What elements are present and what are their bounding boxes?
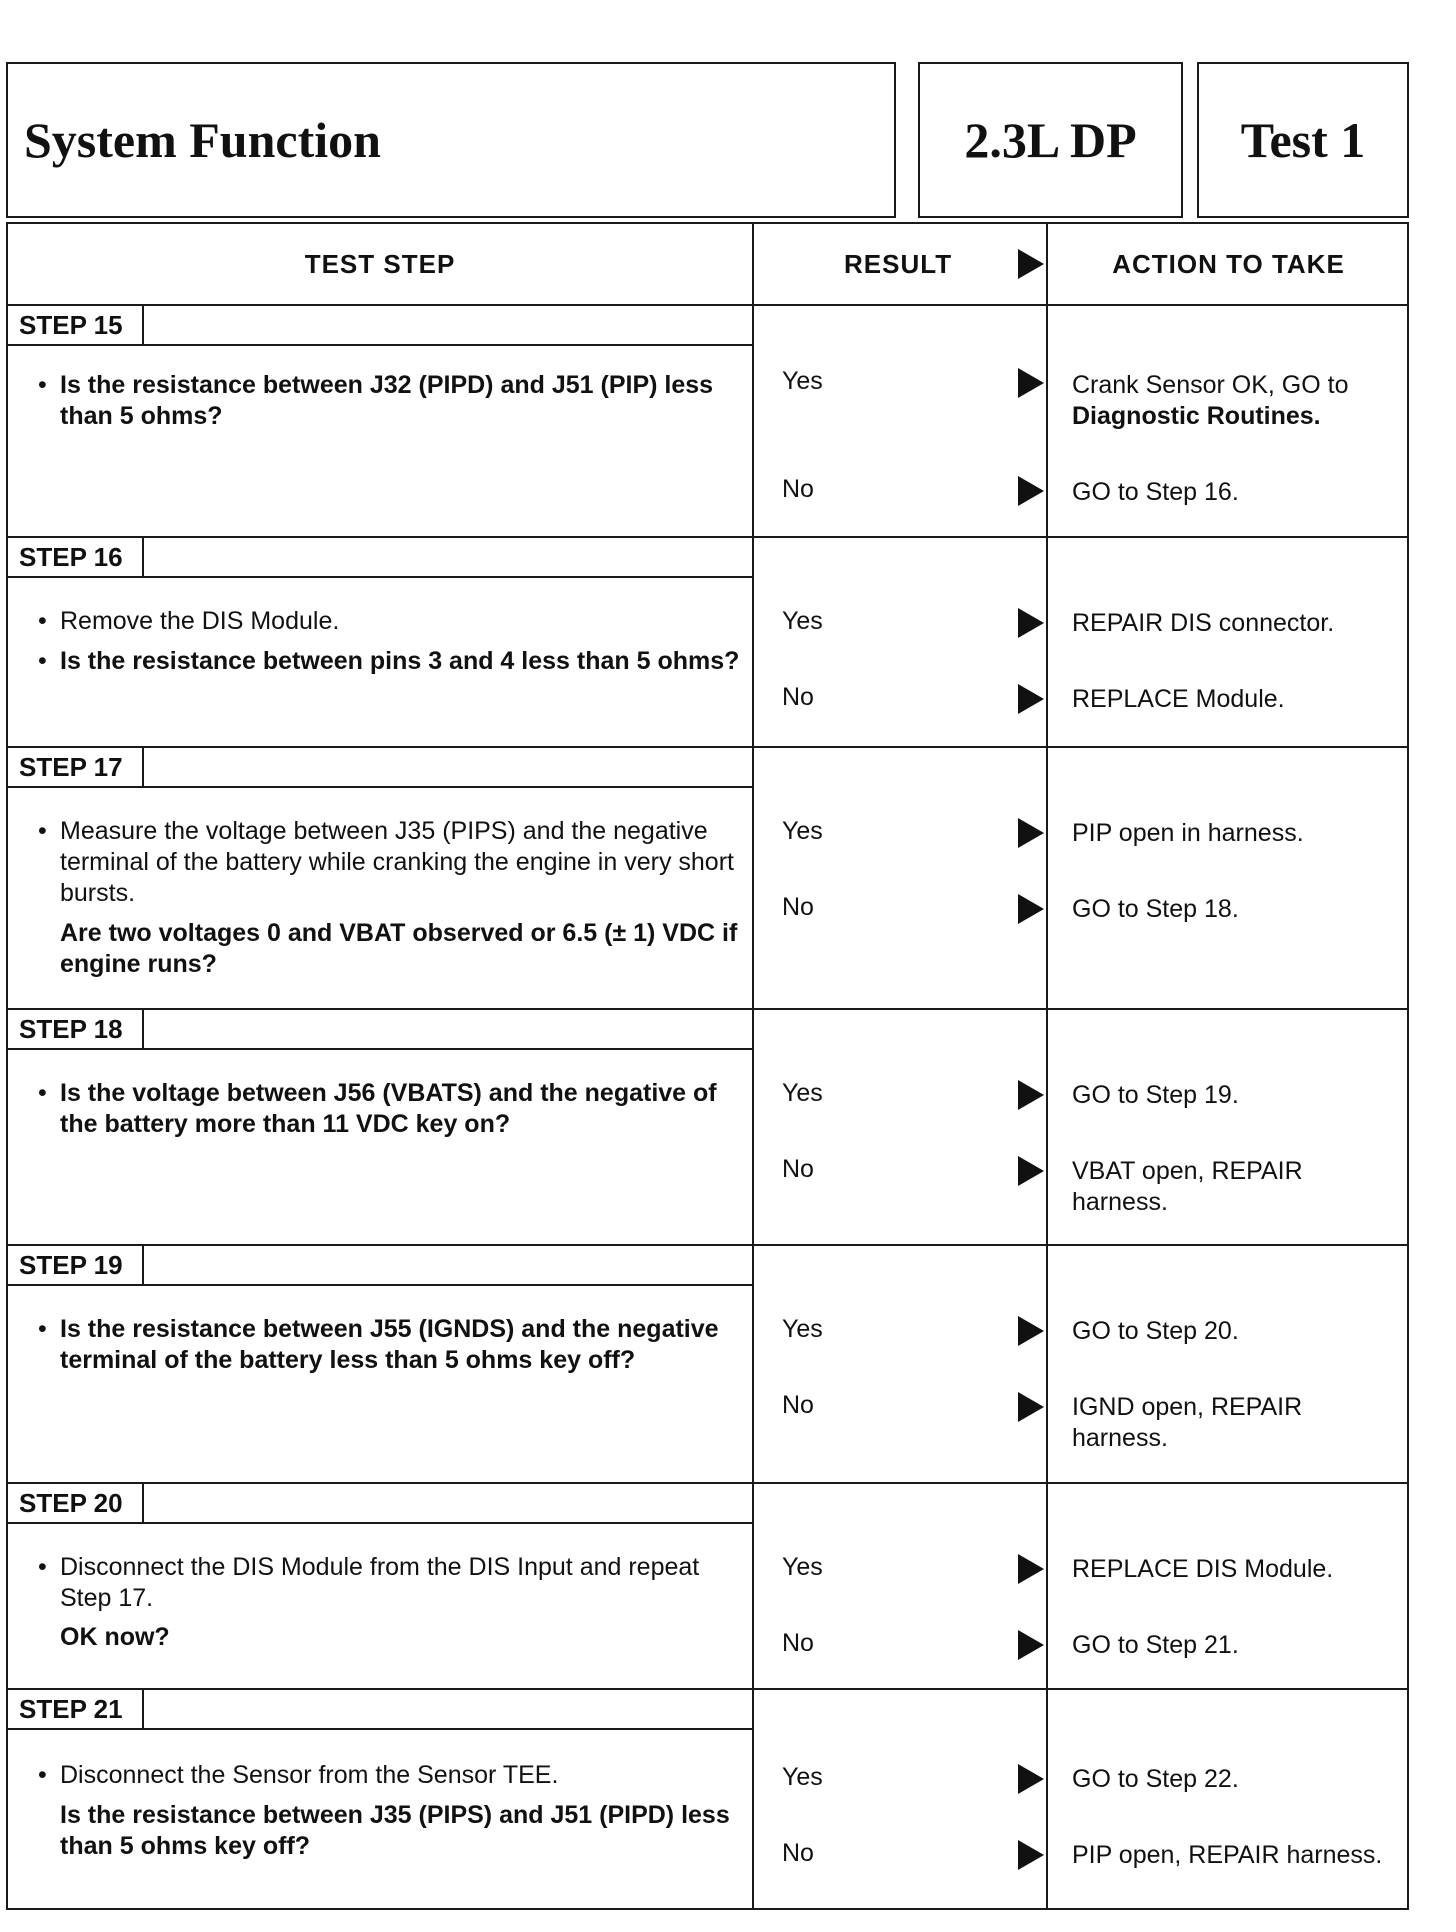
row-divider [8, 304, 1407, 306]
result-yes: Yes [782, 817, 823, 845]
step-label: STEP 18 [8, 1010, 144, 1050]
step-instruction: • Disconnect the Sensor from the Sensor TEE. [34, 1760, 750, 1791]
result-arrow-icon [1018, 1316, 1044, 1346]
step-divider [8, 786, 752, 788]
step-instruction: • Is the resistance between J32 (PIPD) and J51 (PIP) less than 5 ohms? [34, 370, 750, 432]
column-header-test-step: TEST STEP [304, 248, 456, 279]
step-divider [8, 1284, 752, 1286]
step-label: STEP 19 [8, 1246, 144, 1286]
result-arrow-icon [1018, 684, 1044, 714]
action-text: IGND open, REPAIR harness. [1072, 1393, 1303, 1452]
result-arrow-icon [1018, 1156, 1044, 1186]
result-no: No [782, 1391, 814, 1419]
step-divider [8, 1048, 752, 1050]
column-divider [752, 224, 754, 1908]
step-instruction: • Disconnect the DIS Module from the DIS Input and repeat Step 17. [34, 1552, 750, 1614]
row-divider [8, 1688, 1407, 1690]
result-arrow-icon [1018, 476, 1044, 506]
action-text: GO to Step 19. [1072, 1081, 1239, 1109]
test-number: Test 1 [1197, 62, 1409, 218]
action-text: GO to Step 21. [1072, 1631, 1239, 1659]
result-yes: Yes [782, 607, 823, 635]
diagnostic-routines-ref: Diagnostic Routines. [1072, 402, 1321, 430]
step-instruction: • Measure the voltage between J35 (PIPS) and the negative terminal of the battery while cranking the engine in very short bursts. [34, 816, 750, 909]
step-question: • Is the resistance between pins 3 and 4 less than 5 ohms? [34, 646, 750, 677]
step-label: STEP 15 [8, 306, 144, 346]
result-arrow-icon [1018, 249, 1044, 279]
result-arrow-icon [1018, 368, 1044, 398]
action-text: PIP open in harness. [1072, 819, 1304, 847]
action-text: GO to Step 20. [1072, 1317, 1239, 1345]
step-divider [8, 344, 752, 346]
action-text: GO to Step 22. [1072, 1765, 1239, 1793]
result-arrow-icon [1018, 1764, 1044, 1794]
result-yes: Yes [782, 1553, 823, 1581]
action-text: GO to Step 16. [1072, 478, 1239, 506]
result-arrow-icon [1018, 1080, 1044, 1110]
step-divider [8, 576, 752, 578]
step-label: STEP 17 [8, 748, 144, 788]
step-label: STEP 20 [8, 1484, 144, 1524]
step-question: Is the resistance between J35 (PIPS) and J51 (PIPD) less than 5 ohms key off? [60, 1801, 730, 1860]
result-no: No [782, 1155, 814, 1183]
row-divider [8, 746, 1407, 748]
result-yes: Yes [782, 1315, 823, 1343]
row-divider [8, 1244, 1407, 1246]
column-header-result: RESULT [844, 248, 953, 279]
result-arrow-icon [1018, 608, 1044, 638]
action-text-plain: Crank Sensor OK, GO to [1072, 371, 1349, 399]
step-instruction: • Is the voltage between J56 (VBATS) and the negative of the battery more than 11 VDC key on? [34, 1078, 750, 1140]
action-text [1072, 370, 1402, 432]
column-divider [1046, 224, 1048, 1908]
result-arrow-icon [1018, 1554, 1044, 1584]
page-title: System Function [6, 62, 896, 218]
result-no: No [782, 1629, 814, 1657]
result-arrow-icon [1018, 818, 1044, 848]
step-question: Are two voltages 0 and VBAT observed or 6.5 (± 1) VDC if engine runs? [60, 919, 738, 978]
action-text: VBAT open, REPAIR harness. [1072, 1157, 1303, 1216]
diagnostic-table [6, 222, 1409, 1910]
step-label: STEP 16 [8, 538, 144, 578]
result-no: No [782, 475, 814, 503]
result-yes: Yes [782, 367, 823, 395]
result-no: No [782, 1839, 814, 1867]
result-no: No [782, 683, 814, 711]
row-divider [8, 1482, 1407, 1484]
result-arrow-icon [1018, 1840, 1044, 1870]
action-text: REPLACE Module. [1072, 685, 1285, 713]
step-divider [8, 1522, 752, 1524]
step-instruction: • Is the resistance between J55 (IGNDS) and the negative terminal of the battery less than 5 ohms key off? [34, 1314, 750, 1376]
result-arrow-icon [1018, 1630, 1044, 1660]
result-yes: Yes [782, 1079, 823, 1107]
action-text: PIP open, REPAIR harness. [1072, 1841, 1383, 1869]
result-no: No [782, 893, 814, 921]
step-question: OK now? [60, 1623, 170, 1651]
result-arrow-icon [1018, 1392, 1044, 1422]
column-header-action: ACTION TO TAKE [1112, 248, 1345, 279]
step-label: STEP 21 [8, 1690, 144, 1730]
action-text: REPAIR DIS connector. [1072, 609, 1335, 637]
result-yes: Yes [782, 1763, 823, 1791]
row-divider [8, 536, 1407, 538]
result-arrow-icon [1018, 894, 1044, 924]
engine-code: 2.3L DP [918, 62, 1183, 218]
step-divider [8, 1728, 752, 1730]
action-text: REPLACE DIS Module. [1072, 1555, 1334, 1583]
step-instruction: • Remove the DIS Module. [34, 606, 750, 637]
action-text: GO to Step 18. [1072, 895, 1239, 923]
row-divider [8, 1008, 1407, 1010]
